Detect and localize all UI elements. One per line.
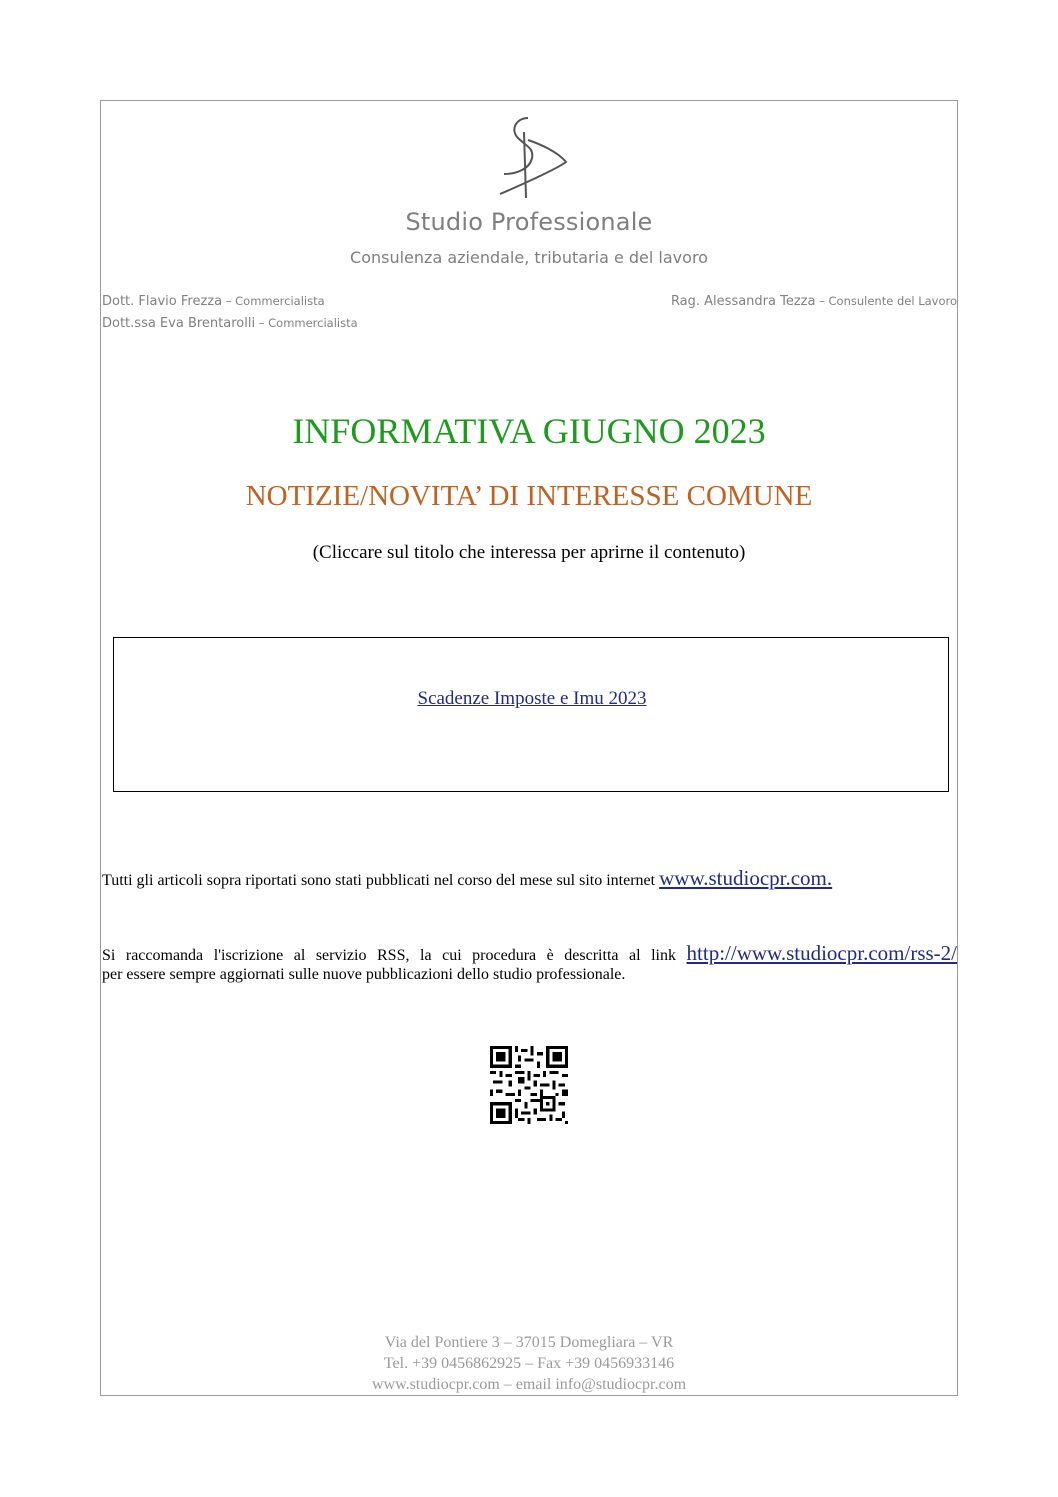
staff-name: Rag. Alessandra Tezza (670, 294, 816, 309)
page-title: INFORMATIVA GIUGNO 2023 (292, 411, 766, 451)
staff-name: Dott.ssa Eva Brentarolli (102, 316, 256, 331)
staff-role: – Consulente del Lavoro (815, 294, 957, 308)
instruction-text: (Cliccare sul titolo che interessa per aprirne il contenuto) (312, 542, 746, 563)
footer-phone: Tel. +39 0456862925 – Fax +39 0456933146 (383, 1355, 675, 1372)
published-note (102, 866, 957, 891)
page-subtitle: NOTIZIE/NOVITA’ DI INTERESSE COMUNE (245, 480, 813, 512)
staff-name: Dott. Flavio Frezza (102, 294, 223, 309)
qr-code-icon (490, 1045, 568, 1125)
article-link-scadenze[interactable]: Scadenze Imposte e Imu 2023 (417, 688, 647, 709)
staff-entry (102, 294, 325, 309)
published-note-text: Tutti gli articoli sopra riportati sono stati pubblicati nel corso del mese sul sito internet (102, 872, 660, 889)
rss-note-continuation: per essere sempre aggiornati sulle nuove pubblicazioni dello studio professionale. (102, 966, 626, 983)
article-list-box (113, 637, 949, 792)
footer-web-email: www.studiocpr.com – email info@studiocpr.com (371, 1376, 687, 1393)
sd-monogram-icon (488, 112, 572, 200)
rss-link[interactable]: http://www.studiocpr.com/rss-2/ (686, 941, 957, 965)
staff-entry (671, 294, 957, 309)
studio-name: Studio Professionale (405, 208, 653, 236)
staff-entry (102, 316, 358, 331)
staff-role: – Commercialista (222, 294, 325, 308)
website-link[interactable]: www.studiocpr.com. (659, 866, 833, 890)
footer-address: Via del Pontiere 3 – 37015 Domegliara – VR (384, 1334, 674, 1351)
staff-role: – Commercialista (255, 316, 358, 330)
rss-note-text: Si raccomanda l'iscrizione al servizio RSS, la cui procedura è descritta al link (102, 947, 687, 964)
rss-note (102, 942, 957, 967)
studio-tagline: Consulenza aziendale, tributaria e del lavoro (350, 248, 708, 267)
